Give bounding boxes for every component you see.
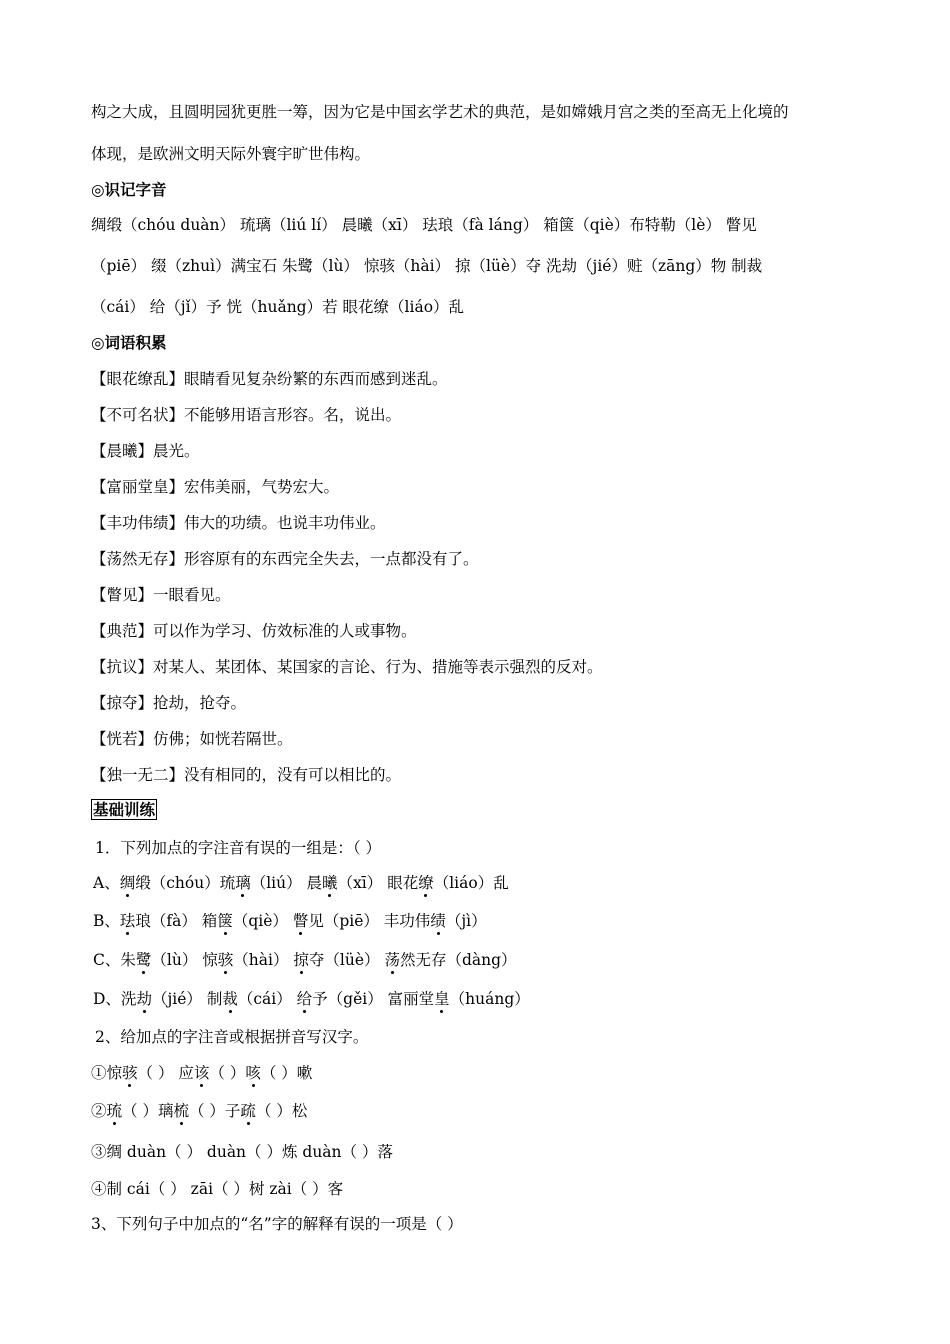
text-segment: 见（piē） 丰功伟 bbox=[308, 912, 431, 930]
question-2-stem: 2、给加点的字注音或根据拼音写汉字。 bbox=[95, 1028, 369, 1046]
question-1-option bbox=[93, 873, 509, 893]
dotted-character: 该 bbox=[193, 1064, 210, 1082]
dotted-character: 骇 bbox=[122, 1064, 138, 1082]
text-segment: （hài） bbox=[233, 951, 294, 969]
vocab-item: 【不可名状】不能够用语言形容。名，说出。 bbox=[91, 406, 402, 424]
text-segment: （ ） bbox=[209, 1064, 246, 1082]
vocab-item: 【瞥见】一眼看见。 bbox=[91, 586, 231, 604]
dotted-character: 曦 bbox=[322, 874, 338, 892]
text-segment: ④制 cái（ ） zāi（ ）树 zài（ ）客 bbox=[91, 1180, 344, 1198]
dotted-character: 绩 bbox=[430, 912, 446, 930]
pronunciation-heading: ◎识记字音 bbox=[91, 180, 167, 199]
dotted-character: 珐 bbox=[119, 912, 136, 930]
text-segment: （cái） bbox=[237, 990, 297, 1008]
text-segment: ①惊 bbox=[91, 1064, 123, 1082]
question-2-row bbox=[91, 1142, 393, 1162]
question-1-option bbox=[93, 950, 517, 970]
vocab-item: 【富丽堂皇】宏伟美丽，气势宏大。 bbox=[91, 478, 340, 496]
text-segment: B、 bbox=[93, 912, 120, 930]
text-segment: （ ）璃 bbox=[122, 1102, 174, 1120]
vocab-item: 【掠夺】抢劫，抢夺。 bbox=[91, 694, 247, 712]
dotted-character: 裁 bbox=[222, 990, 238, 1008]
question-2-row bbox=[91, 1101, 307, 1121]
question-3-stem: 3、下列句子中加点的“名”字的解释有误的一项是（ ） bbox=[91, 1215, 463, 1233]
training-heading-row bbox=[91, 800, 157, 820]
text-segment: A、 bbox=[93, 874, 120, 892]
vocab-item: 【眼花缭乱】眼睛看见复杂纷繁的东西而感到迷乱。 bbox=[91, 370, 448, 388]
text-segment: ② bbox=[91, 1102, 107, 1120]
pronunciation-line-1: 绸缎（chóu duàn） 琉璃（liú lí） 晨曦（xī） 珐琅（fà láng） 箱箧（qiè）布特勒（lè） 瞥见 bbox=[91, 216, 757, 234]
question-2-row bbox=[91, 1063, 312, 1083]
dotted-character: 给 bbox=[296, 990, 313, 1008]
dotted-character: 劫 bbox=[136, 990, 152, 1008]
text-segment: 琅（fà） 箱 bbox=[135, 912, 218, 930]
vocab-item: 【恍若】仿佛；如恍若隔世。 bbox=[91, 730, 293, 748]
text-segment: C、朱 bbox=[93, 951, 136, 969]
vocab-item: 【晨曦】晨光。 bbox=[91, 442, 200, 460]
text-segment: （jié） 制 bbox=[151, 990, 223, 1008]
text-segment: （ ）嗽 bbox=[260, 1064, 313, 1082]
text-segment: 然无存（dàng） bbox=[399, 951, 517, 969]
text-segment: （qiè） bbox=[232, 912, 293, 930]
vocab-item: 【荡然无存】形容原有的东西完全失去，一点都没有了。 bbox=[91, 550, 479, 568]
training-heading: 基础训练 bbox=[93, 800, 156, 819]
dotted-character: 瞥 bbox=[292, 912, 309, 930]
text-segment: （ ）子 bbox=[188, 1102, 241, 1120]
dotted-character: 琉 bbox=[106, 1102, 123, 1120]
dotted-character: 皇 bbox=[434, 990, 450, 1008]
text-segment: （ ）松 bbox=[255, 1102, 308, 1120]
text-segment: （xī） 眼花 bbox=[337, 874, 419, 892]
intro-line-2: 体现，是欧洲文明天际外寰宇旷世伟构。 bbox=[91, 145, 371, 163]
question-2-row bbox=[91, 1179, 343, 1199]
text-segment: （jì） bbox=[445, 912, 487, 930]
dotted-character: 骇 bbox=[217, 951, 234, 969]
text-segment: （ ） 应 bbox=[137, 1064, 194, 1082]
intro-line-1: 构之大成，且圆明园犹更胜一筹，因为它是中国玄学艺术的典范，是如嫦娥月宫之类的至高无上化境的 bbox=[91, 103, 789, 121]
text-segment: ③绸 duàn（ ） duàn（ ）炼 duàn（ ）落 bbox=[91, 1143, 393, 1161]
text-segment: （liáo）乱 bbox=[433, 874, 509, 892]
text-segment: 予（gěi） 富丽堂 bbox=[312, 990, 435, 1008]
pronunciation-line-3: （cái） 给（jǐ）予 恍（huǎng）若 眼花缭（liáo）乱 bbox=[91, 298, 465, 316]
dotted-character: 箧 bbox=[217, 912, 233, 930]
vocab-item: 【抗议】对某人、某团体、某国家的言论、行为、措施等表示强烈的反对。 bbox=[91, 658, 603, 676]
vocab-heading: ◎词语积累 bbox=[91, 333, 167, 352]
text-segment: （liú） 晨 bbox=[250, 874, 323, 892]
question-1-stem: 1．下列加点的字注音有误的一组是：（ ） bbox=[95, 839, 382, 857]
dotted-character: 绸 bbox=[119, 874, 136, 892]
dotted-character: 梳 bbox=[173, 1102, 189, 1120]
question-1-option bbox=[93, 911, 487, 931]
text-segment: D、洗 bbox=[93, 990, 137, 1008]
text-segment: （lù） 惊 bbox=[151, 951, 218, 969]
pronunciation-line-2: （piē） 缀（zhuì）满宝石 朱鹭（lù） 惊骇（hài） 掠（lüè）夺 洗劫（jié）赃（zāng）物 制裁 bbox=[91, 257, 763, 275]
vocab-item: 【典范】可以作为学习、仿效标准的人或事物。 bbox=[91, 622, 417, 640]
dotted-character: 璃 bbox=[235, 874, 251, 892]
text-segment: （huáng） bbox=[449, 990, 530, 1008]
dotted-character: 鹭 bbox=[135, 951, 152, 969]
dotted-character: 掠 bbox=[293, 951, 309, 969]
question-1-option bbox=[93, 989, 530, 1009]
text-segment: 夺（lüè） bbox=[308, 951, 385, 969]
vocab-item: 【丰功伟绩】伟大的功绩。也说丰功伟业。 bbox=[91, 514, 386, 532]
dotted-character: 缭 bbox=[418, 874, 434, 892]
vocab-item: 【独一无二】没有相同的，没有可以相比的。 bbox=[91, 766, 402, 784]
dotted-character: 咳 bbox=[245, 1064, 261, 1082]
text-segment: 缎（chóu）琉 bbox=[135, 874, 236, 892]
dotted-character: 疏 bbox=[240, 1102, 256, 1120]
dotted-character: 荡 bbox=[384, 951, 400, 969]
